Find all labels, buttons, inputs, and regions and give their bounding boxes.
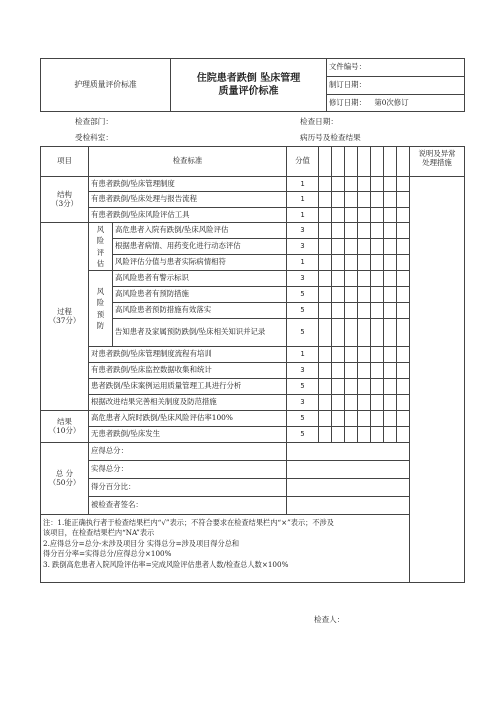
signature-value[interactable] bbox=[287, 497, 410, 515]
standard-text: 风险评估分值与患者实际病情相符 bbox=[113, 255, 287, 271]
score-value: 5 bbox=[287, 303, 319, 319]
score-value: 3 bbox=[287, 363, 319, 379]
standard-text: 有患者跌倒/坠床管理制度 bbox=[89, 177, 287, 192]
result-cell[interactable] bbox=[345, 208, 358, 223]
result-cell[interactable] bbox=[319, 411, 332, 427]
standard-text: 根据患者病情、用药变化进行动态评估 bbox=[113, 239, 287, 255]
result-cell[interactable] bbox=[384, 427, 397, 443]
document-title bbox=[171, 59, 327, 112]
result-cell[interactable] bbox=[371, 379, 384, 395]
result-cell[interactable] bbox=[384, 303, 397, 319]
result-cell[interactable] bbox=[371, 147, 384, 177]
result-cell[interactable] bbox=[397, 411, 410, 427]
result-cell[interactable] bbox=[345, 147, 358, 177]
section-name: 过程 bbox=[57, 306, 72, 316]
result-cell[interactable] bbox=[358, 395, 371, 411]
result-cell[interactable] bbox=[332, 147, 345, 177]
result-cell[interactable] bbox=[371, 363, 384, 379]
standard-text: 有患者跌倒/坠床监控数据收集和统计 bbox=[89, 363, 287, 379]
score-value: 3 bbox=[287, 223, 319, 239]
result-cell[interactable] bbox=[358, 239, 371, 255]
table-row bbox=[41, 411, 465, 427]
result-cell[interactable] bbox=[345, 177, 358, 192]
result-cell[interactable] bbox=[384, 363, 397, 379]
result-cell[interactable] bbox=[319, 239, 332, 255]
result-cell[interactable] bbox=[345, 347, 358, 363]
result-cell[interactable] bbox=[332, 303, 345, 319]
result-cell[interactable] bbox=[358, 303, 371, 319]
result-cell[interactable] bbox=[358, 192, 371, 208]
table-row bbox=[41, 177, 465, 192]
score-value: 1 bbox=[287, 347, 319, 363]
score-value: 3 bbox=[287, 395, 319, 411]
total-actual-label: 实得总分： bbox=[89, 461, 287, 479]
result-cell[interactable] bbox=[384, 347, 397, 363]
result-cell[interactable] bbox=[319, 147, 332, 177]
result-cell[interactable] bbox=[345, 192, 358, 208]
standard-text: 无患者跌倒/坠床发生 bbox=[89, 427, 287, 443]
result-cell[interactable] bbox=[397, 147, 410, 177]
result-cell[interactable] bbox=[332, 287, 345, 303]
result-cell[interactable] bbox=[384, 411, 397, 427]
result-cell[interactable] bbox=[358, 319, 371, 347]
result-cell[interactable] bbox=[332, 239, 345, 255]
table-row bbox=[41, 461, 465, 479]
result-cell[interactable] bbox=[332, 177, 345, 192]
inspector-label: 检查人： bbox=[314, 615, 345, 624]
result-cell[interactable] bbox=[371, 177, 384, 192]
standard-text: 高风险患者有预防措施 bbox=[113, 287, 287, 303]
score-value: 3 bbox=[287, 271, 319, 287]
table-row bbox=[41, 208, 465, 223]
signature-label: 被检查者签名： bbox=[89, 497, 287, 515]
score-value: 5 bbox=[287, 427, 319, 443]
result-cell[interactable] bbox=[332, 319, 345, 347]
result-cell[interactable] bbox=[319, 271, 332, 287]
result-cell[interactable] bbox=[397, 208, 410, 223]
score-value: 1 bbox=[287, 192, 319, 208]
result-cell[interactable] bbox=[384, 208, 397, 223]
section-points: （10分） bbox=[48, 425, 81, 435]
notes-row bbox=[41, 515, 465, 583]
made-date: 制订日期： bbox=[327, 77, 465, 95]
result-cell[interactable] bbox=[384, 147, 397, 177]
result-cell[interactable] bbox=[371, 255, 384, 271]
result-cell[interactable] bbox=[345, 255, 358, 271]
total-due-value[interactable] bbox=[287, 443, 410, 461]
col-item: 项目 bbox=[41, 147, 89, 177]
result-cell[interactable] bbox=[371, 411, 384, 427]
result-cell[interactable] bbox=[358, 411, 371, 427]
standard-text: 有患者跌倒/坠床风险评估工具 bbox=[89, 208, 287, 223]
score-value: 5 bbox=[287, 411, 319, 427]
result-cell[interactable] bbox=[345, 379, 358, 395]
result-cell[interactable] bbox=[371, 287, 384, 303]
section-points: （37分） bbox=[48, 315, 81, 325]
result-cell[interactable] bbox=[371, 208, 384, 223]
result-cell[interactable] bbox=[332, 271, 345, 287]
result-cell[interactable] bbox=[397, 319, 410, 347]
col-remark bbox=[410, 147, 465, 177]
table-row bbox=[41, 223, 465, 239]
subgroup-prevent bbox=[89, 271, 113, 347]
standard-text: 高危患者入院有跌倒/坠床风险评估 bbox=[113, 223, 287, 239]
date-label: 检查日期： bbox=[300, 117, 338, 126]
table-row bbox=[41, 192, 465, 208]
header-left-label: 护理质量评价标准 bbox=[41, 59, 171, 112]
score-value: 1 bbox=[287, 177, 319, 192]
revise-date bbox=[327, 95, 465, 112]
result-cell[interactable] bbox=[397, 192, 410, 208]
title-line-1: 住院患者跌倒 坠床管理 bbox=[196, 73, 301, 84]
result-cell[interactable] bbox=[319, 427, 332, 443]
result-cell[interactable] bbox=[371, 239, 384, 255]
standard-text: 患者跌倒/坠床案例运用质量管理工具进行分析 bbox=[89, 379, 287, 395]
col-standard: 检查标准 bbox=[89, 147, 287, 177]
score-value: 1 bbox=[287, 208, 319, 223]
revise-times: 第0次修订 bbox=[374, 97, 409, 107]
result-cell[interactable] bbox=[384, 239, 397, 255]
section-structure bbox=[41, 177, 89, 223]
result-cell[interactable] bbox=[358, 271, 371, 287]
table-row bbox=[41, 479, 465, 497]
score-value: 1 bbox=[287, 255, 319, 271]
result-cell[interactable] bbox=[397, 239, 410, 255]
result-cell[interactable] bbox=[371, 223, 384, 239]
result-cell[interactable] bbox=[384, 395, 397, 411]
result-cell[interactable] bbox=[397, 223, 410, 239]
result-cell[interactable] bbox=[397, 303, 410, 319]
result-cell[interactable] bbox=[319, 208, 332, 223]
result-cell[interactable] bbox=[345, 395, 358, 411]
result-cell[interactable] bbox=[358, 347, 371, 363]
result-cell[interactable] bbox=[384, 319, 397, 347]
section-total bbox=[41, 443, 89, 515]
result-cell[interactable] bbox=[319, 363, 332, 379]
result-cell[interactable] bbox=[332, 223, 345, 239]
result-cell[interactable] bbox=[358, 208, 371, 223]
score-value: 5 bbox=[287, 287, 319, 303]
result-cell[interactable] bbox=[332, 427, 345, 443]
result-cell[interactable] bbox=[397, 363, 410, 379]
result-cell[interactable] bbox=[371, 395, 384, 411]
result-cell[interactable] bbox=[319, 192, 332, 208]
section-process bbox=[41, 223, 89, 411]
table-row bbox=[41, 363, 465, 379]
result-cell[interactable] bbox=[319, 223, 332, 239]
result-cell[interactable] bbox=[332, 411, 345, 427]
subgroup-risk bbox=[89, 223, 113, 271]
table-row bbox=[41, 497, 465, 515]
result-cell[interactable] bbox=[319, 379, 332, 395]
result-cell[interactable] bbox=[332, 379, 345, 395]
result-cell[interactable] bbox=[397, 347, 410, 363]
result-cell[interactable] bbox=[384, 379, 397, 395]
result-cell[interactable] bbox=[397, 395, 410, 411]
result-cell[interactable] bbox=[319, 347, 332, 363]
result-cell[interactable] bbox=[371, 319, 384, 347]
result-cell[interactable] bbox=[397, 379, 410, 395]
result-cell[interactable] bbox=[384, 271, 397, 287]
result-cell[interactable] bbox=[319, 255, 332, 271]
result-cell[interactable] bbox=[384, 255, 397, 271]
result-cell[interactable] bbox=[358, 223, 371, 239]
score-value: 5 bbox=[287, 319, 319, 347]
total-actual-value[interactable] bbox=[287, 461, 410, 479]
result-cell[interactable] bbox=[397, 271, 410, 287]
section-result bbox=[41, 411, 89, 443]
result-cell[interactable] bbox=[319, 303, 332, 319]
table-row bbox=[41, 271, 465, 287]
score-percent-label: 得分百分比： bbox=[89, 479, 287, 497]
result-cell[interactable] bbox=[397, 287, 410, 303]
result-cell[interactable] bbox=[358, 379, 371, 395]
section-name: 结构 bbox=[57, 189, 72, 199]
record-label: 病历号及检查结果 bbox=[300, 133, 361, 142]
standard-text: 对患者跌倒/坠床管理制度流程有培训 bbox=[89, 347, 287, 363]
result-cell[interactable] bbox=[345, 223, 358, 239]
revise-date-label: 修订日期： bbox=[329, 97, 366, 107]
total-due-label: 应得总分： bbox=[89, 443, 287, 461]
result-cell[interactable] bbox=[332, 395, 345, 411]
evaluation-table bbox=[40, 146, 465, 583]
result-cell[interactable] bbox=[371, 271, 384, 287]
dept-label: 检查部门： bbox=[75, 117, 113, 126]
result-cell[interactable] bbox=[358, 363, 371, 379]
table-header-row bbox=[41, 147, 465, 177]
result-cell[interactable] bbox=[371, 427, 384, 443]
table-row bbox=[41, 347, 465, 363]
score-value: 5 bbox=[287, 379, 319, 395]
result-cell[interactable] bbox=[319, 395, 332, 411]
section-name: 总 分 bbox=[55, 468, 74, 478]
title-line-2: 质量评价标准 bbox=[218, 86, 279, 97]
header-table bbox=[40, 58, 465, 112]
result-cell[interactable] bbox=[345, 427, 358, 443]
section-points: （3分） bbox=[51, 198, 78, 208]
result-cell[interactable] bbox=[319, 177, 332, 192]
result-cell[interactable] bbox=[384, 192, 397, 208]
note-line-2: 该项目，在检查结果栏内“NA”表示 bbox=[43, 528, 155, 538]
standard-text: 告知患者及家属预防跌倒/坠床相关知识并记录 bbox=[113, 319, 287, 347]
standard-text: 根据改进结果完善相关制度及防范措施 bbox=[89, 395, 287, 411]
result-cell[interactable] bbox=[332, 208, 345, 223]
col-score: 分值 bbox=[287, 147, 319, 177]
standard-text: 高危患者入院时跌倒/坠床风险评估率100% bbox=[89, 411, 287, 427]
ward-label: 受检科室： bbox=[75, 133, 113, 142]
result-cell[interactable] bbox=[332, 192, 345, 208]
result-cell[interactable] bbox=[358, 147, 371, 177]
result-cell[interactable] bbox=[358, 287, 371, 303]
table-row bbox=[41, 443, 465, 461]
result-cell[interactable] bbox=[345, 363, 358, 379]
note-line-1: 注：1.能正确执行者于检查结果栏内“√”表示；不符合要求在检查结果栏内“×”表示；不涉及 bbox=[43, 518, 334, 527]
remark-line-1: 说明及异常 bbox=[418, 149, 456, 158]
result-cell[interactable] bbox=[384, 177, 397, 192]
result-cell[interactable] bbox=[397, 255, 410, 271]
result-cell[interactable] bbox=[384, 223, 397, 239]
standard-text: 有患者跌倒/坠床处理与报告流程 bbox=[89, 192, 287, 208]
table-row bbox=[41, 427, 465, 443]
table-row bbox=[41, 395, 465, 411]
note-line-5: 3. 跌倒高危患者入院风险评估率=完成风险评估患者人数/检查总人数×100% bbox=[43, 559, 289, 569]
standard-text: 高风险患者预防措施有效落实 bbox=[113, 303, 287, 319]
note-line-3: 2.应得总分=总分-未涉及项目分 实得总分=涉及项目得分总和 bbox=[43, 538, 240, 548]
result-cell[interactable] bbox=[397, 427, 410, 443]
result-cell[interactable] bbox=[384, 287, 397, 303]
result-cell[interactable] bbox=[358, 177, 371, 192]
result-cell[interactable] bbox=[358, 255, 371, 271]
result-cell[interactable] bbox=[345, 319, 358, 347]
result-cell[interactable] bbox=[345, 271, 358, 287]
subgroup-label: 风 险 预 防 bbox=[96, 287, 105, 330]
standard-text: 高风险患者有警示标识 bbox=[113, 271, 287, 287]
result-cell[interactable] bbox=[319, 319, 332, 347]
result-cell[interactable] bbox=[319, 287, 332, 303]
score-percent-value[interactable] bbox=[287, 479, 410, 497]
notes bbox=[41, 515, 465, 583]
result-cell[interactable] bbox=[371, 303, 384, 319]
note-line-4: 得分百分率=实得总分/应得总分×100% bbox=[43, 549, 172, 559]
file-number: 文件编号： bbox=[327, 59, 465, 77]
result-cell[interactable] bbox=[345, 303, 358, 319]
result-cell[interactable] bbox=[332, 255, 345, 271]
result-cell[interactable] bbox=[332, 363, 345, 379]
result-cell[interactable] bbox=[345, 287, 358, 303]
score-value: 3 bbox=[287, 239, 319, 255]
table-row bbox=[41, 379, 465, 395]
result-cell[interactable] bbox=[345, 411, 358, 427]
result-cell[interactable] bbox=[397, 177, 410, 192]
subgroup-label: 风 险 评 估 bbox=[96, 225, 105, 268]
section-points: （50分） bbox=[48, 477, 81, 487]
result-cell[interactable] bbox=[345, 239, 358, 255]
result-cell[interactable] bbox=[371, 192, 384, 208]
section-name: 结果 bbox=[57, 416, 72, 426]
remark-line-2: 处理措施 bbox=[422, 157, 452, 167]
result-cell[interactable] bbox=[358, 427, 371, 443]
result-cell[interactable] bbox=[371, 347, 384, 363]
result-cell[interactable] bbox=[332, 347, 345, 363]
